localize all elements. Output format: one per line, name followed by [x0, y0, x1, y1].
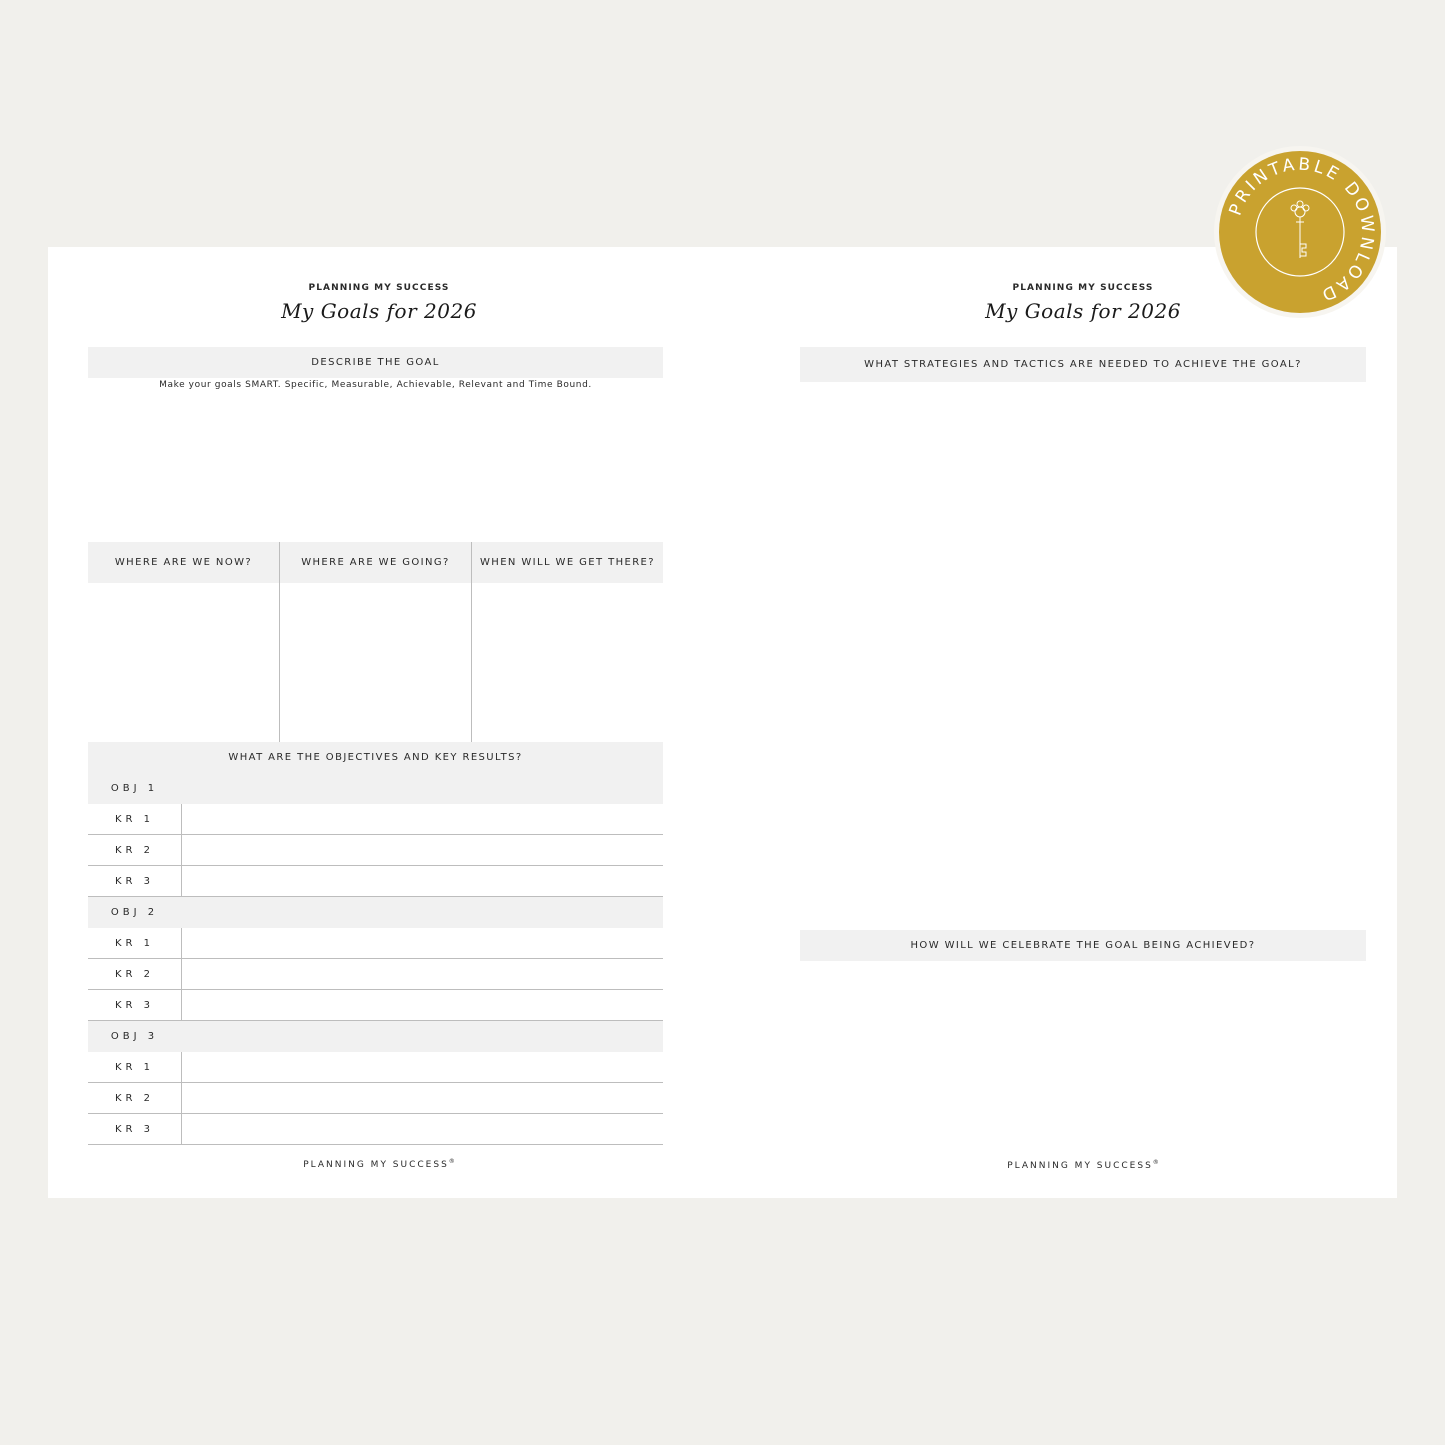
- describe-goal-header: DESCRIBE THE GOAL: [88, 347, 663, 378]
- footer-brand: PLANNING MY SUCCESS: [1007, 1161, 1153, 1171]
- okr-key-result-row[interactable]: [88, 959, 663, 990]
- right-page-kicker: PLANNING MY SUCCESS: [1012, 283, 1154, 293]
- left-page-title: My Goals for 2026: [281, 299, 477, 323]
- okr-objective-row[interactable]: [88, 897, 663, 928]
- okr-key-result-row[interactable]: [88, 804, 663, 835]
- registered-mark: ®: [448, 1158, 455, 1165]
- okr-row-label: OBJ 2: [110, 907, 159, 918]
- okr-key-result-row[interactable]: [88, 866, 663, 897]
- describe-goal-note: Make your goals SMART. Specific, Measurable, Achievable, Relevant and Time Bound.: [159, 380, 592, 390]
- column-going[interactable]: [280, 542, 471, 742]
- progress-columns: [88, 542, 663, 742]
- okr-row-label: OBJ 1: [110, 783, 159, 794]
- column-when-header: WHEN WILL WE GET THERE?: [472, 542, 663, 583]
- okr-table: [88, 773, 663, 1145]
- registered-mark: ®: [1152, 1159, 1159, 1166]
- left-page-footer: [48, 1158, 710, 1170]
- okr-key-result-row[interactable]: [88, 990, 663, 1021]
- okr-row-label: OBJ 3: [110, 1031, 159, 1042]
- planner-spread: [48, 247, 1397, 1198]
- okr-row-label: KR 2: [114, 969, 155, 980]
- footer-brand: PLANNING MY SUCCESS: [303, 1160, 449, 1170]
- column-now[interactable]: [88, 542, 279, 742]
- left-page: [48, 247, 710, 1198]
- strategies-header: WHAT STRATEGIES AND TACTICS ARE NEEDED TO ACHIEVE THE GOAL?: [800, 347, 1366, 382]
- left-page-kicker: PLANNING MY SUCCESS: [308, 283, 450, 293]
- column-going-header: WHERE ARE WE GOING?: [280, 542, 471, 583]
- okr-row-label: KR 3: [114, 876, 155, 887]
- right-page: [800, 247, 1366, 1198]
- okr-key-result-row[interactable]: [88, 1052, 663, 1083]
- okr-header: WHAT ARE THE OBJECTIVES AND KEY RESULTS?: [88, 742, 663, 773]
- okr-key-result-row[interactable]: [88, 1114, 663, 1145]
- okr-row-label: KR 2: [114, 1093, 155, 1104]
- describe-goal-area[interactable]: [88, 397, 663, 537]
- right-page-title: My Goals for 2026: [985, 299, 1181, 323]
- printable-download-badge: [1214, 146, 1386, 318]
- celebrate-area[interactable]: [800, 963, 1366, 1143]
- celebrate-header: HOW WILL WE CELEBRATE THE GOAL BEING ACHIEVED?: [800, 930, 1366, 961]
- key-icon: [1291, 201, 1309, 258]
- badge-artwork: [1214, 146, 1386, 318]
- column-when[interactable]: [472, 542, 663, 742]
- okr-objective-row[interactable]: [88, 1021, 663, 1052]
- okr-key-result-row[interactable]: [88, 928, 663, 959]
- okr-row-label: KR 3: [114, 1000, 155, 1011]
- okr-row-label: KR 1: [114, 814, 155, 825]
- okr-row-label: KR 3: [114, 1124, 155, 1135]
- okr-key-result-row[interactable]: [88, 1083, 663, 1114]
- badge-label: [1226, 155, 1378, 306]
- strategies-area[interactable]: [800, 384, 1366, 924]
- okr-row-label: KR 2: [114, 845, 155, 856]
- okr-objective-row[interactable]: [88, 773, 663, 804]
- badge-label-text: PRINTABLE DOWNLOAD: [1225, 154, 1378, 306]
- column-now-header: WHERE ARE WE NOW?: [88, 542, 279, 583]
- okr-row-label: KR 1: [114, 938, 155, 949]
- okr-row-label: KR 1: [114, 1062, 155, 1073]
- okr-key-result-row[interactable]: [88, 835, 663, 866]
- right-page-footer: [800, 1159, 1366, 1171]
